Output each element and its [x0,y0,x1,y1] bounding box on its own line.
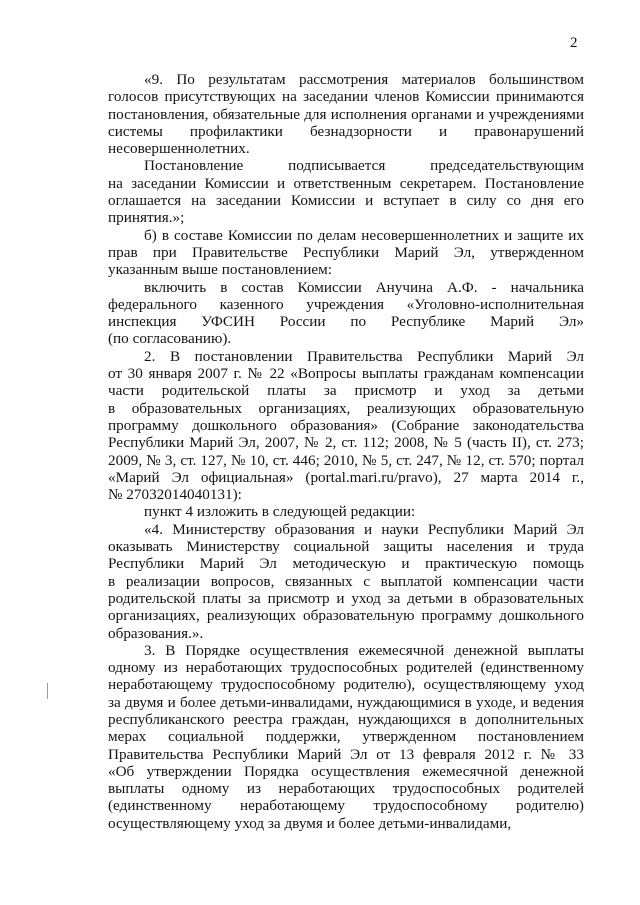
text-line: в реализации вопросов, связанных с выплатой компенсации части [108,572,584,590]
text-line: организациях, реализующих образовательную программу дошкольного [108,607,584,625]
text-line: Постановление подписывается председательствующим [144,157,584,175]
text-line: «Об утверждении Порядка осуществления ежемесячной денежной [108,762,584,780]
margin-mark [47,683,48,699]
text-line: оглашается на заседании Комиссии и вступает в силу со дня его [108,192,584,210]
text-line: Правительства Республики Марий Эл от 13 февраля 2012 г. № 33 [108,745,584,763]
text-line: за двумя и более детьми-инвалидами, нуждающимися в уходе, и ведения [108,693,584,711]
paragraph [108,71,584,157]
text-line: федерального казенного учреждения «Уголовно-исполнительная [108,295,584,313]
text-line: пункт 4 изложить в следующей редакции: [144,503,416,521]
paragraph [108,227,584,279]
text-line: прав при Правительстве Республики Марий Эл, утвержденном [108,243,584,261]
document-body [108,71,584,832]
text-line: инспекция УФСИН России по Республике Марий Эл» [108,313,584,331]
text-line: принятия.»; [108,209,185,227]
text-line: одному из неработающих трудоспособных родителей (единственному [108,659,584,677]
text-line: (по согласованию). [108,330,232,348]
paragraph [108,503,584,520]
text-line: образования.». [108,624,204,642]
text-line: 2009, № 3, ст. 127, № 10, ст. 446; 2010, № 5, ст. 247, № 12, ст. 570; портал [108,451,584,469]
paragraph [108,279,584,348]
text-line: в образовательных организациях, реализующих образовательную [108,399,584,417]
text-line: выплаты одному из неработающих трудоспособных родителей [108,780,584,798]
text-line: Республики Марий Эл, 2007, № 2, ст. 112; 2008, № 5 (часть II), ст. 273; [108,434,584,452]
text-line: республиканского реестра граждан, нуждающихся в дополнительных [108,710,584,728]
text-line: «9. По результатам рассмотрения материалов большинством [144,71,584,88]
text-line: 2. В постановлении Правительства Республики Марий Эл [144,347,584,365]
text-line: программу дошкольного образования» (Собрание законодательства [108,416,584,434]
paragraph [108,642,584,832]
text-line: б) в составе Комиссии по делам несовершеннолетних и защите их [144,226,584,244]
text-line: «4. Министерству образования и науки Республики Марий Эл [144,520,584,538]
text-line: «Марий Эл официальная» (portal.mari.ru/pravo), 27 марта 2014 г., [108,468,584,486]
text-line: (единственному неработающему трудоспособному родителю) [108,797,584,815]
text-line: оказывать Министерству социальной защиты населения и труда [108,538,584,556]
page-number: 2 [570,35,578,51]
text-line: мерах социальной поддержки, утвержденном постановлением [108,728,584,746]
text-line: указанным выше постановлением: [108,261,332,279]
paragraph [108,521,584,642]
text-line: постановления, обязательные для исполнения органами и учреждениями [108,105,584,123]
text-line: неработающему трудоспособному родителю), осуществляющему уход [108,676,584,694]
text-line: на заседании Комиссии и ответственным секретарем. Постановление [108,174,584,192]
text-line: 3. В Порядке осуществления ежемесячной денежной выплаты [144,641,584,659]
text-line: № 27032014040131): [108,486,242,504]
text-line: Республики Марий Эл методическую и практическую помощь [108,555,584,573]
text-line: системы профилактики безнадзорности и правонарушений [108,122,584,140]
text-line: включить в состав Комиссии Анучина А.Ф. - начальника [144,278,584,296]
text-line: от 30 января 2007 г. № 22 «Вопросы выплаты гражданам компенсации [108,365,584,383]
text-line: голосов присутствующих на заседании членов Комиссии принимаются [108,88,584,106]
text-line: несовершеннолетних. [108,140,250,158]
text-line: части родительской платы за присмотр и уход за детьми [108,382,584,400]
text-line: родительской платы за присмотр и уход за детьми в образовательных [108,589,584,607]
text-line: осуществляющему уход за двумя и более детьми-инвалидами, [108,814,512,832]
paragraph [108,157,584,226]
paragraph [108,348,584,504]
